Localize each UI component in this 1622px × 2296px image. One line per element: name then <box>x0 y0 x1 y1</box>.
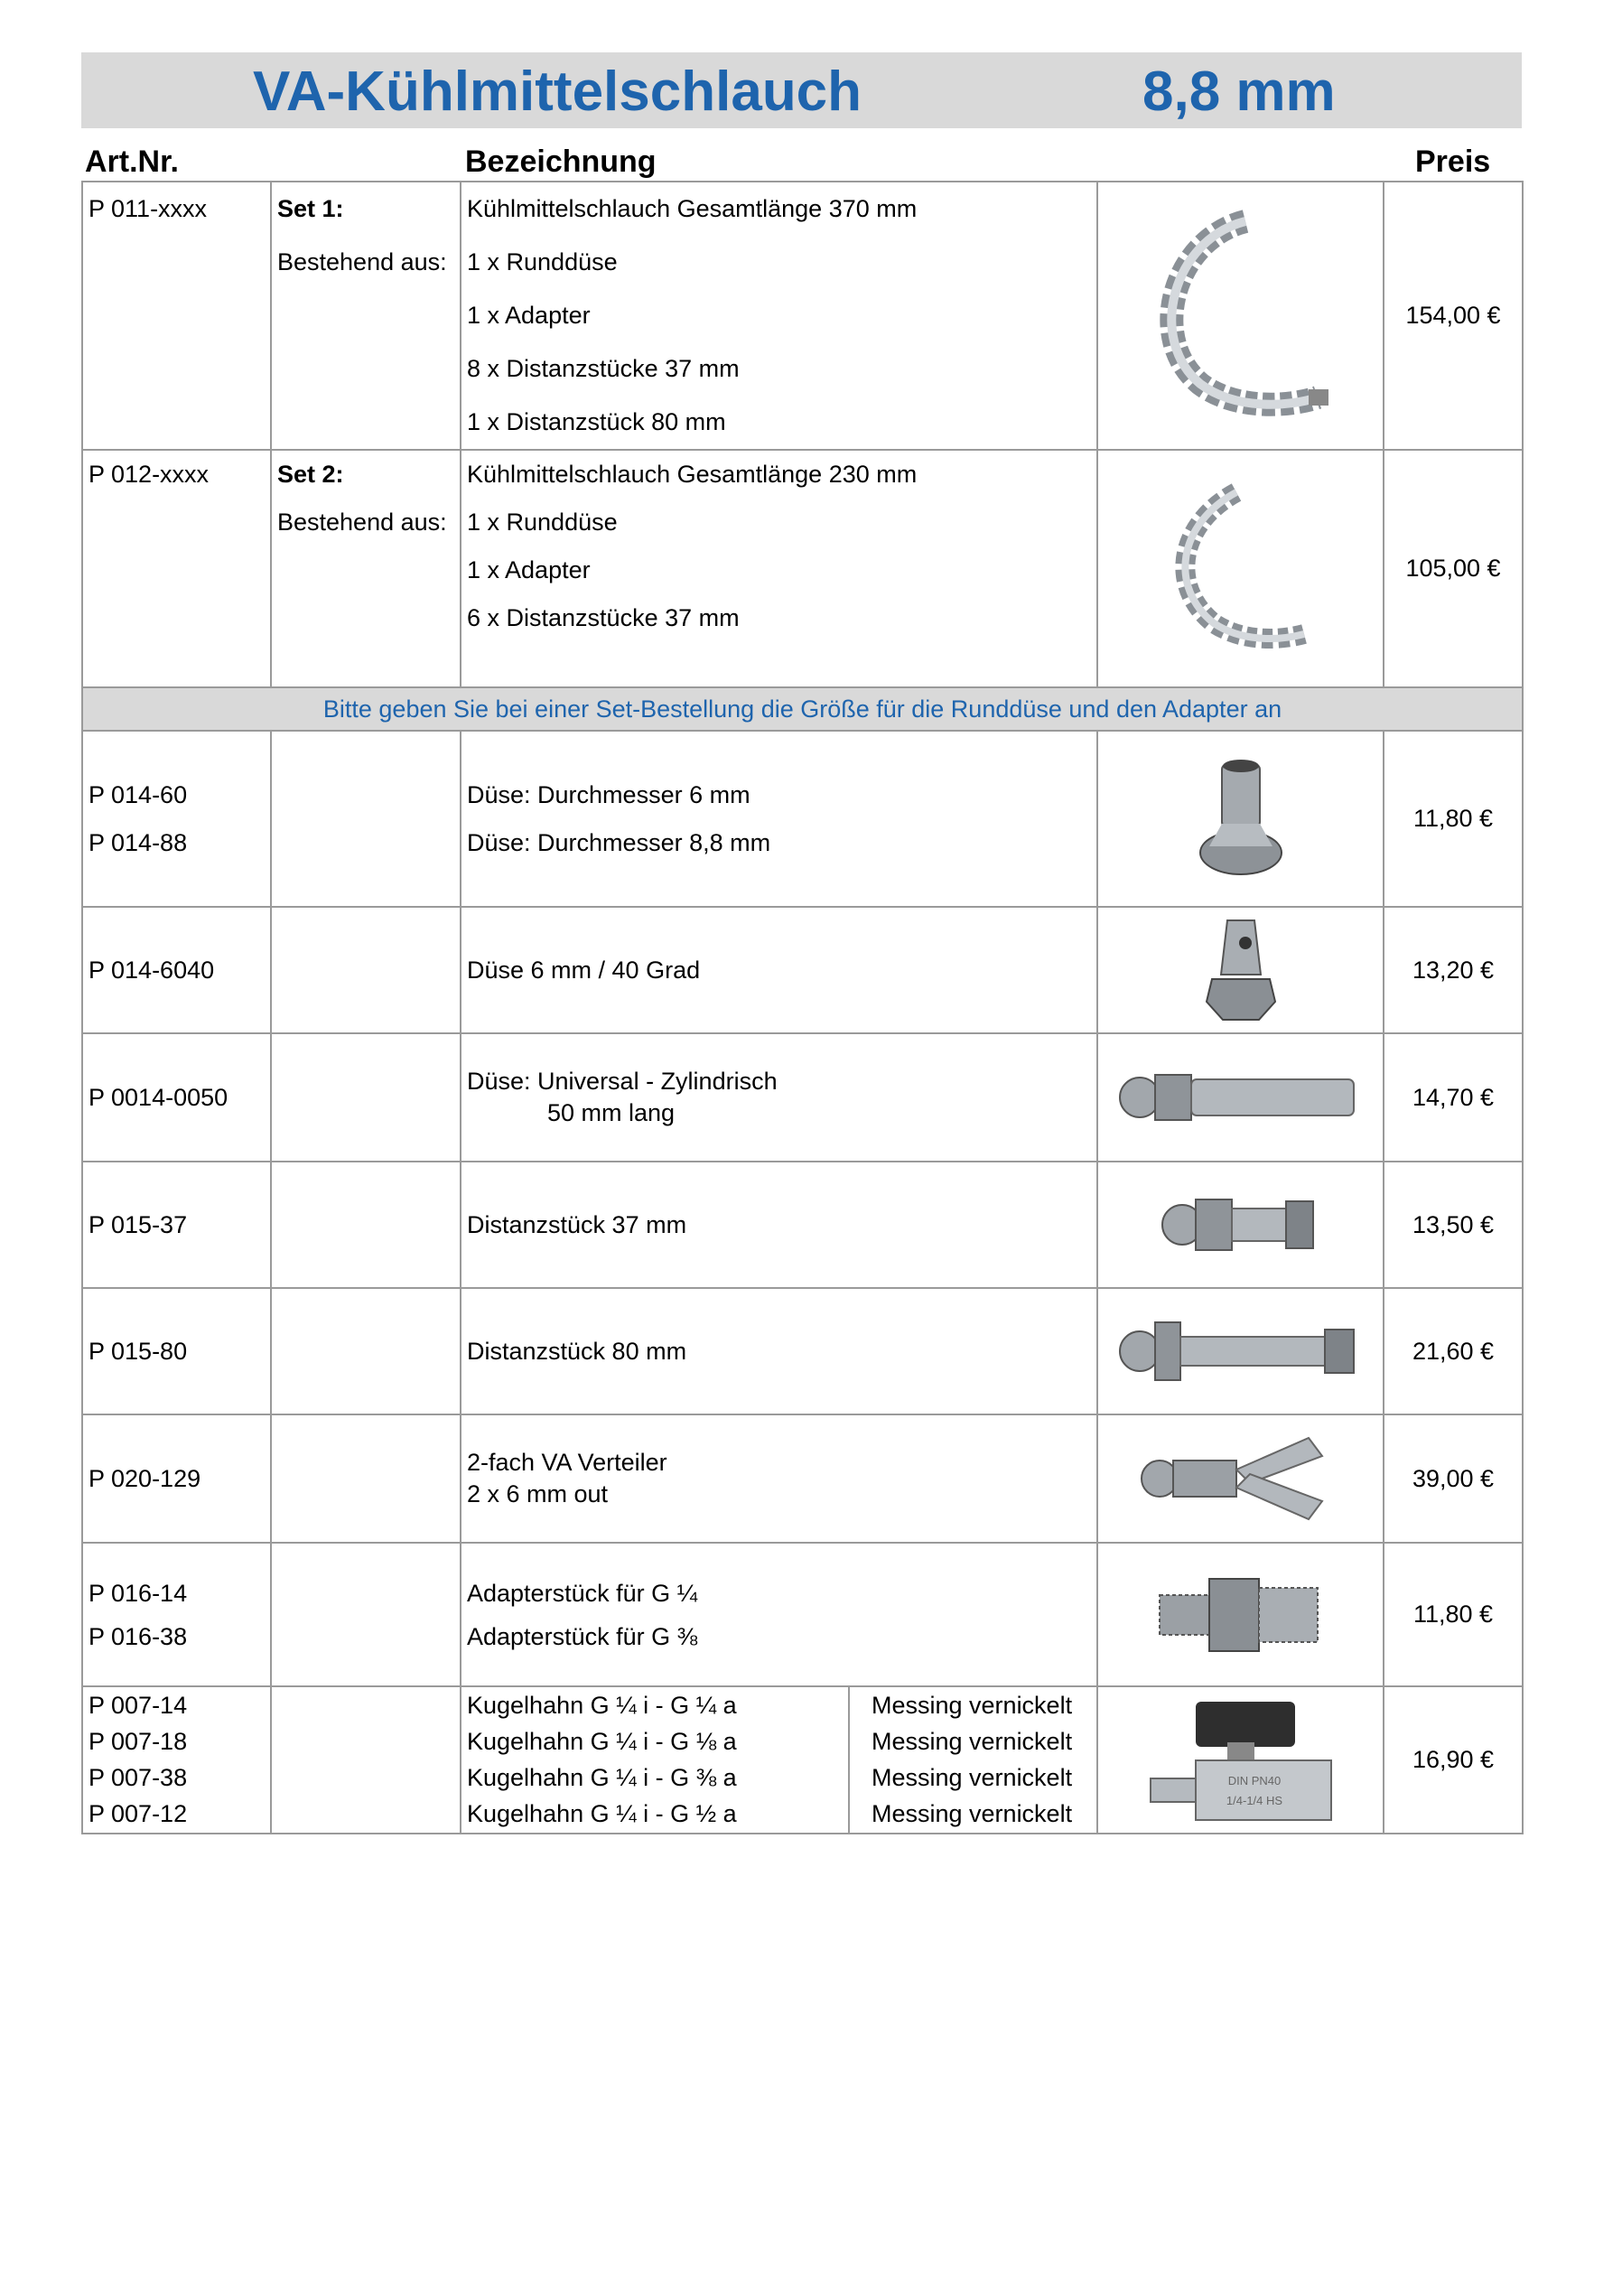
title-bar <box>81 52 1522 128</box>
description-cell: Düse: Durchmesser 6 mm Düse: Durchmesser 8,8 mm <box>461 731 1097 907</box>
artnr-cell: P 015-37 <box>82 1162 271 1288</box>
table-row <box>82 1414 1523 1543</box>
artnr-cell: P 014-6040 <box>82 907 271 1033</box>
artnr-cell: P 012-xxxx <box>82 450 271 687</box>
product-image-cell <box>1097 1162 1384 1288</box>
description-cell: Kühlmittelschlauch Gesamtlänge 230 mm 1 x Runddüse 1 x Adapter 6 x Distanzstücke 37 mm <box>461 450 1097 687</box>
set-label-cell: Set 2: Bestehend aus: <box>271 450 461 687</box>
empty-cell <box>271 1414 461 1543</box>
empty-cell <box>271 1686 461 1834</box>
description-cell: Kugelhahn G ¼ i - G ¼ a Kugelhahn G ¼ i - G ⅛ a Kugelhahn G ¼ i - G ⅜ a Kugelhahn G ¼ i - G ½ a <box>461 1686 849 1834</box>
artnr-cell: P 011-xxxx <box>82 182 271 450</box>
artnr-cell: P 0014-0050 <box>82 1033 271 1162</box>
price-cell: 11,80 € <box>1384 731 1523 907</box>
description-cell: Distanzstück 37 mm <box>461 1162 1097 1288</box>
y-splitter-icon <box>1137 1429 1345 1528</box>
page-title: VA-Kühlmittelschlauch <box>253 61 862 123</box>
hose-size: 8,8 mm <box>1142 61 1336 123</box>
price-cell: 13,50 € <box>1384 1162 1523 1288</box>
empty-cell <box>271 1543 461 1686</box>
table-row <box>82 1686 1523 1834</box>
empty-cell <box>271 1288 461 1414</box>
ball-valve-icon <box>1142 1693 1340 1828</box>
price-cell: 16,90 € <box>1384 1686 1523 1834</box>
table-row <box>82 907 1523 1033</box>
description-cell: Distanzstück 80 mm <box>461 1288 1097 1414</box>
price-cell: 154,00 € <box>1384 182 1523 450</box>
description-cell: 2-fach VA Verteiler 2 x 6 mm out <box>461 1414 1097 1543</box>
table-row <box>82 450 1523 687</box>
price-cell: 11,80 € <box>1384 1543 1523 1686</box>
price-cell: 39,00 € <box>1384 1414 1523 1543</box>
description-cell: Düse: Universal - Zylindrisch 50 mm lang <box>461 1033 1097 1162</box>
svg-text:1/4-1/4 HS: 1/4-1/4 HS <box>1226 1793 1282 1807</box>
artnr-cell: P 015-80 <box>82 1288 271 1414</box>
col-header-bezeichnung: Bezeichnung <box>465 145 657 179</box>
empty-cell <box>271 731 461 907</box>
empty-cell <box>271 1162 461 1288</box>
table-row <box>82 1162 1523 1288</box>
product-image-cell <box>1097 907 1384 1033</box>
description-cell: Kühlmittelschlauch Gesamtlänge 370 mm 1 x Runddüse 1 x Adapter 8 x Distanzstücke 37 mm 1 x Distanzstück 80 mm <box>461 182 1097 450</box>
svg-text:DIN PN40: DIN PN40 <box>1227 1773 1281 1787</box>
artnr-cell: P 016-14 P 016-38 <box>82 1543 271 1686</box>
description-cell: Adapterstück für G ¼ Adapterstück für G ⅜ <box>461 1543 1097 1686</box>
artnr-cell: P 020-129 <box>82 1414 271 1543</box>
spacer-long-icon <box>1114 1306 1367 1396</box>
round-nozzle-icon <box>1191 751 1291 887</box>
price-cell: 105,00 € <box>1384 450 1523 687</box>
product-image-cell <box>1097 1543 1384 1686</box>
set-label-cell: Set 1: Bestehend aus: <box>271 182 461 450</box>
product-image-cell <box>1097 1686 1384 1834</box>
product-image-cell <box>1097 182 1384 450</box>
product-image-cell <box>1097 1033 1384 1162</box>
spacer-short-icon <box>1155 1180 1327 1270</box>
table-row <box>82 1288 1523 1414</box>
artnr-cell: P 014-60 P 014-88 <box>82 731 271 907</box>
artnr-cell: P 007-14 P 007-18 P 007-38 P 007-12 <box>82 1686 271 1834</box>
product-image-cell <box>1097 731 1384 907</box>
table-row <box>82 731 1523 907</box>
product-image-cell <box>1097 450 1384 687</box>
price-cell: 13,20 € <box>1384 907 1523 1033</box>
description-cell: Düse 6 mm / 40 Grad <box>461 907 1097 1033</box>
table-row <box>82 1543 1523 1686</box>
material-cell: Messing vernickelt Messing vernickelt Messing vernickelt Messing vernickelt <box>849 1686 1097 1834</box>
cylinder-nozzle-icon <box>1114 1052 1367 1143</box>
table-row <box>82 1033 1523 1162</box>
coolant-hose-icon <box>1137 203 1345 429</box>
price-cell: 14,70 € <box>1384 1033 1523 1162</box>
table-row <box>82 182 1523 450</box>
empty-cell <box>271 1033 461 1162</box>
coolant-hose-icon <box>1151 479 1331 659</box>
notice-row <box>82 687 1523 731</box>
col-header-artnr: Art.Nr. <box>85 145 179 179</box>
col-header-preis: Preis <box>1415 145 1491 179</box>
product-image-cell <box>1097 1414 1384 1543</box>
price-cell: 21,60 € <box>1384 1288 1523 1414</box>
threaded-adapter-icon <box>1151 1561 1331 1669</box>
price-table <box>81 181 1524 1834</box>
empty-cell <box>271 907 461 1033</box>
product-image-cell <box>1097 1288 1384 1414</box>
angled-nozzle-icon <box>1196 911 1286 1029</box>
set-order-notice: Bitte geben Sie bei einer Set-Bestellung die Größe für die Runddüse und den Adapter an <box>82 687 1523 731</box>
